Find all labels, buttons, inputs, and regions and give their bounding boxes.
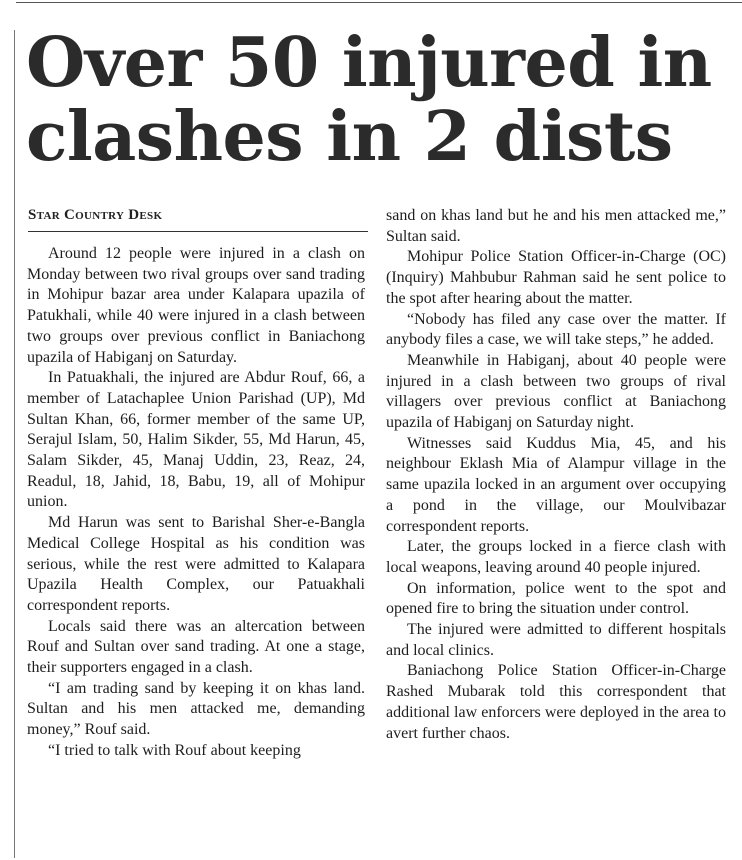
byline-rule (28, 231, 368, 232)
paragraph: Locals said there was an altercation between Rouf and Sultan over sand trading. At one a stage, their supporters engaged in a clash. (27, 617, 365, 677)
paragraph: Later, the groups locked in a fierce clash with local weapons, leaving around 40 people injured. (386, 538, 726, 576)
paragraph: Witnesses said Kuddus Mia, 45, and his neighbour Eklash Mia of Alampur village in the same upazila locked in an argument over occupying a pond in the village, our Moulvibazar correspondent reports. (386, 434, 726, 535)
top-rule (16, 2, 742, 3)
article-column-1 (27, 244, 365, 762)
paragraph: Baniachong Police Station Officer-in-Charge Rashed Mubarak told this correspondent that additional law enforcers were deployed in the area to avert further chaos. (386, 662, 726, 742)
headline: Over 50 injured in clashes in 2 dists (26, 23, 712, 177)
paragraph: In Patuakhali, the injured are Abdur Rouf, 66, a member of Latachaplee Union Parishad (UP), Md Sultan Khan, 66, former member of the same UP, Serajul Islam, 50, Halim Sikder, 55, Md Harun, 45, Salam Sikder, 45, Manaj Uddin, 23, Reaz, 24, Readul, 18, Jahid, 18, Babu, 19, all of Mohipur union. (27, 369, 365, 511)
paragraph: Mohipur Police Station Officer-in-Charge (OC) (Inquiry) Mahbubur Rahman said he sent police to the spot after hearing about the matter. (386, 248, 726, 307)
byline: Star Country Desk (28, 207, 163, 223)
paragraph: Md Harun was sent to Barishal Sher-e-Bangla Medical College Hospital as his condition was serious, while the rest were admitted to Kalapara Upazila Health Complex, our Patuakhali correspondent reports. (27, 514, 365, 614)
paragraph: “Nobody has filed any case over the matter. If anybody files a case, we will take steps,” he added. (386, 310, 726, 349)
paragraph: The injured were admitted to different hospitals and local clinics. (386, 621, 726, 659)
paragraph: “I tried to talk with Rouf about keeping (48, 741, 301, 759)
left-column-rule (14, 30, 15, 858)
article-column-2 (386, 206, 726, 744)
paragraph: On information, police went to the spot and opened fire to bring the situation under control. (386, 579, 726, 618)
paragraph: Around 12 people were injured in a clash on Monday between two rival groups over sand trading in Mohipur bazar area under Kalapara upazila of Patukhali, while 40 were injured in a clash between two groups over previous conflict in Baniachong upazila of Habiganj on Saturday. (27, 245, 365, 366)
paragraph: “I am trading sand by keeping it on khas land. Sultan and his men attacked me, demanding money,” Rouf said. (27, 679, 365, 739)
paragraph: Meanwhile in Habiganj, about 40 people were injured in a clash between two groups of rival villagers over previous conflict at Baniachong upazila of Habiganj on Saturday night. (386, 351, 726, 432)
paragraph-continued: sand on khas land but he and his men attacked me,” Sultan said. (386, 207, 726, 245)
